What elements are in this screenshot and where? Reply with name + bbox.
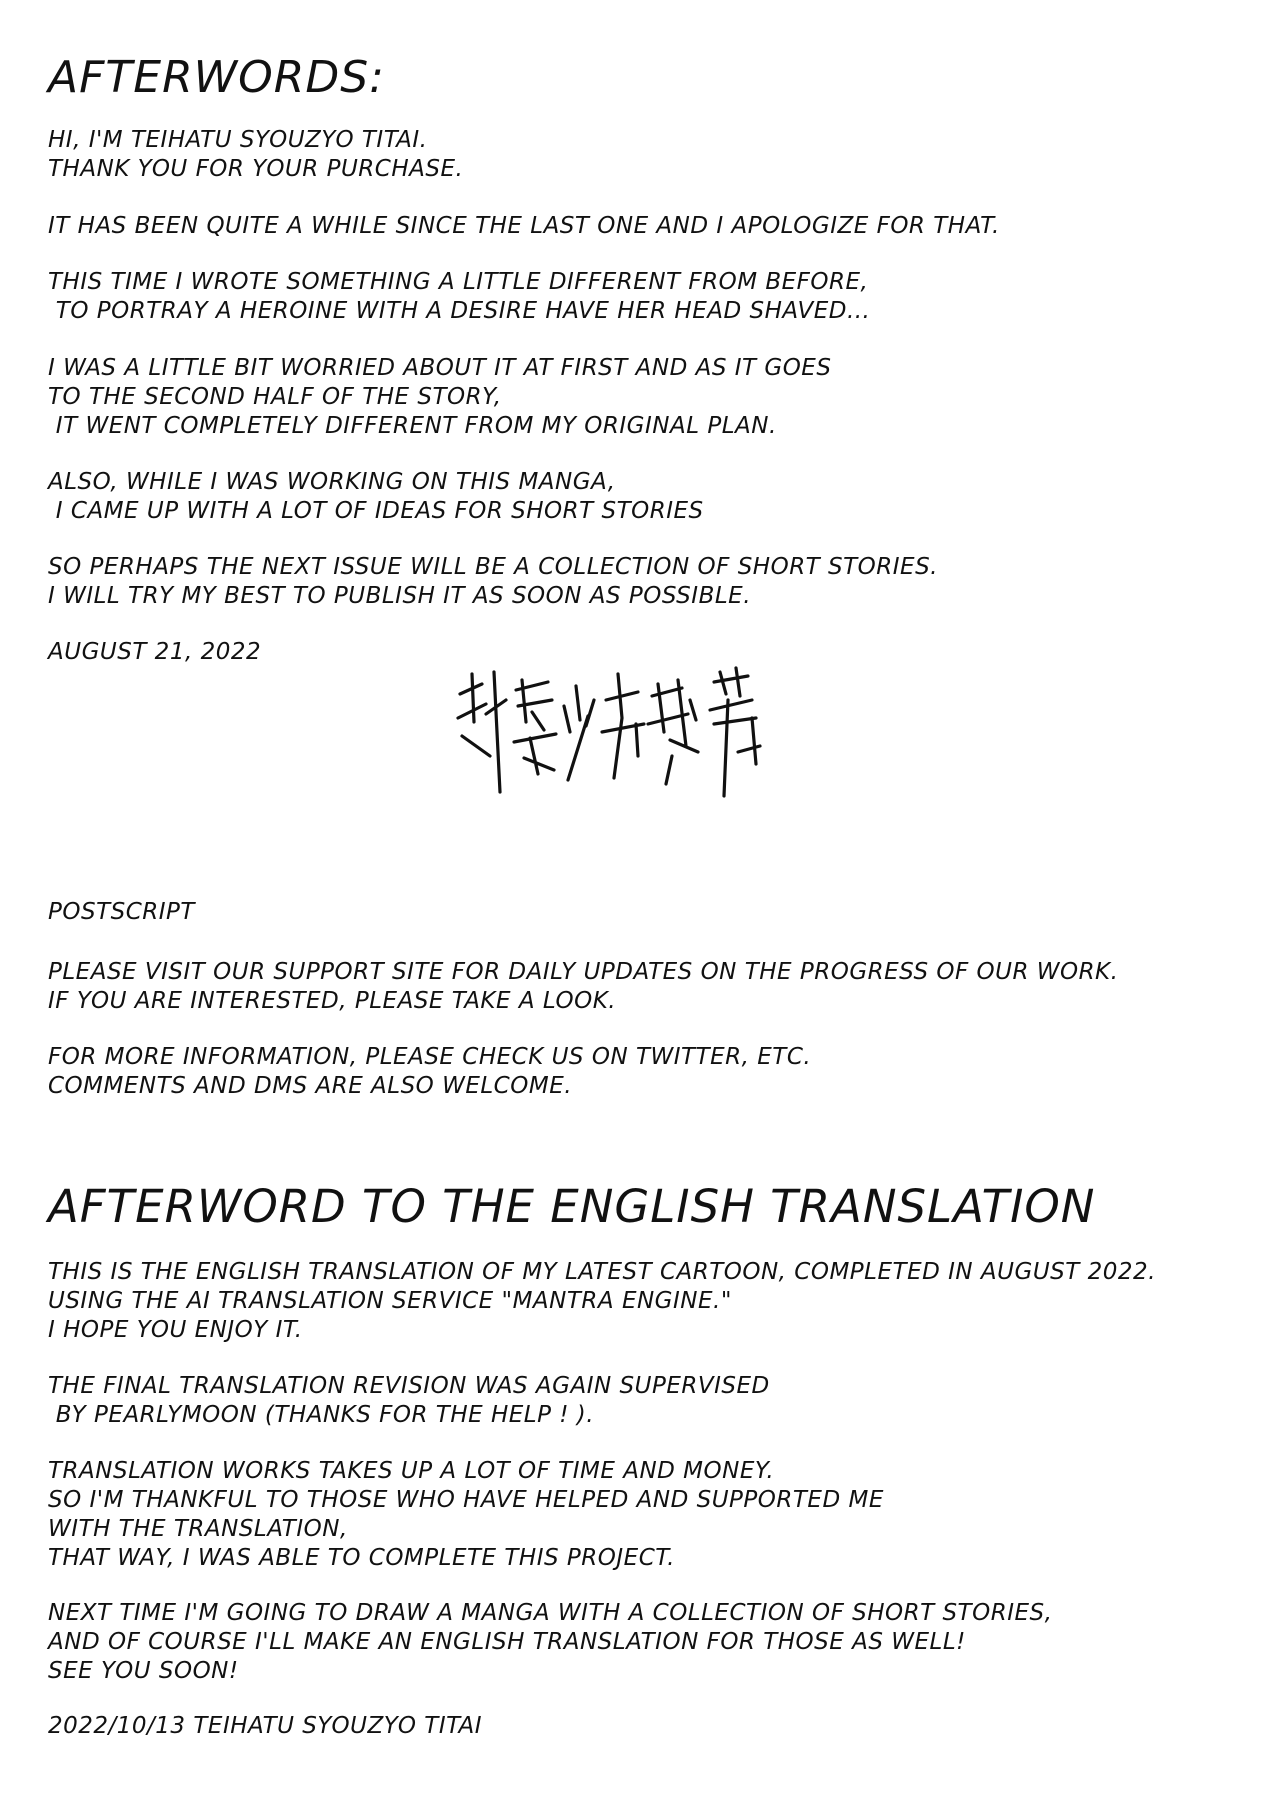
translation-afterword-title: AFTERWORD TO THE ENGLISH TRANSLATION — [48, 1180, 1096, 1233]
afterwords-paragraph-story: I WAS A LITTLE BIT WORRIED ABOUT IT AT FIRST AND AS IT GOES TO THE SECOND HALF OF THE STORY, IT WENT COMPLETELY DIFFERENT FROM MY ORIGINAL PLAN. — [48, 355, 832, 439]
translation-signoff: 2022/10/13 TEIHATU SYOUZYO TITAI — [48, 1713, 483, 1739]
translation-paragraph-revision: THE FINAL TRANSLATION REVISION WAS AGAIN SUPERVISED BY PEARLYMOON (THANKS FOR THE HELP ! ). — [48, 1373, 770, 1428]
translation-paragraph-next-time: NEXT TIME I'M GOING TO DRAW A MANGA WITH A COLLECTION OF SHORT STORIES, AND OF COURSE I'LL MAKE AN ENGLISH TRANSLATION FOR THOSE AS WELL! SEE YOU SOON! — [48, 1600, 1053, 1684]
translation-paragraph-intro: THIS IS THE ENGLISH TRANSLATION OF MY LATEST CARTOON, COMPLETED IN AUGUST 2022. USING THE AI TRANSLATION SERVICE "MANTRA ENGINE." I HOPE YOU ENJOY IT. — [48, 1259, 1156, 1343]
postscript-paragraph-support-site: PLEASE VISIT OUR SUPPORT SITE FOR DAILY UPDATES ON THE PROGRESS OF OUR WORK. IF YOU ARE INTERESTED, PLEASE TAKE A LOOK. — [48, 959, 1119, 1014]
afterwords-paragraph-theme: THIS TIME I WROTE SOMETHING A LITTLE DIFFERENT FROM BEFORE, TO PORTRAY A HEROINE WITH A DESIRE HAVE HER HEAD SHAVED... — [48, 269, 871, 324]
postscript-label: POSTSCRIPT — [48, 899, 195, 925]
afterwords-paragraph-apology: IT HAS BEEN QUITE A WHILE SINCE THE LAST ONE AND I APOLOGIZE FOR THAT. — [48, 213, 1000, 239]
afterwords-paragraph-next-issue: SO PERHAPS THE NEXT ISSUE WILL BE A COLLECTION OF SHORT STORIES. I WILL TRY MY BEST TO PUBLISH IT AS SOON AS POSSIBLE. — [48, 554, 938, 609]
handwritten-signature — [452, 660, 792, 800]
afterwords-paragraph-greeting: HI, I'M TEIHATU SYOUZYO TITAI. THANK YOU FOR YOUR PURCHASE. — [48, 127, 464, 182]
translation-paragraph-thanks: TRANSLATION WORKS TAKES UP A LOT OF TIME AND MONEY. SO I'M THANKFUL TO THOSE WHO HAVE HELPED AND SUPPORTED ME WITH THE TRANSLATION, THAT WAY, I WAS ABLE TO COMPLETE THIS PROJECT. — [48, 1458, 884, 1571]
afterwords-title: AFTERWORDS: — [48, 52, 386, 103]
afterwords-date: AUGUST 21, 2022 — [48, 639, 262, 665]
postscript-paragraph-twitter: FOR MORE INFORMATION, PLEASE CHECK US ON TWITTER, ETC. COMMENTS AND DMS ARE ALSO WELCOME. — [48, 1044, 812, 1099]
afterwords-paragraph-ideas: ALSO, WHILE I WAS WORKING ON THIS MANGA, I CAME UP WITH A LOT OF IDEAS FOR SHORT STORIES — [48, 469, 704, 524]
